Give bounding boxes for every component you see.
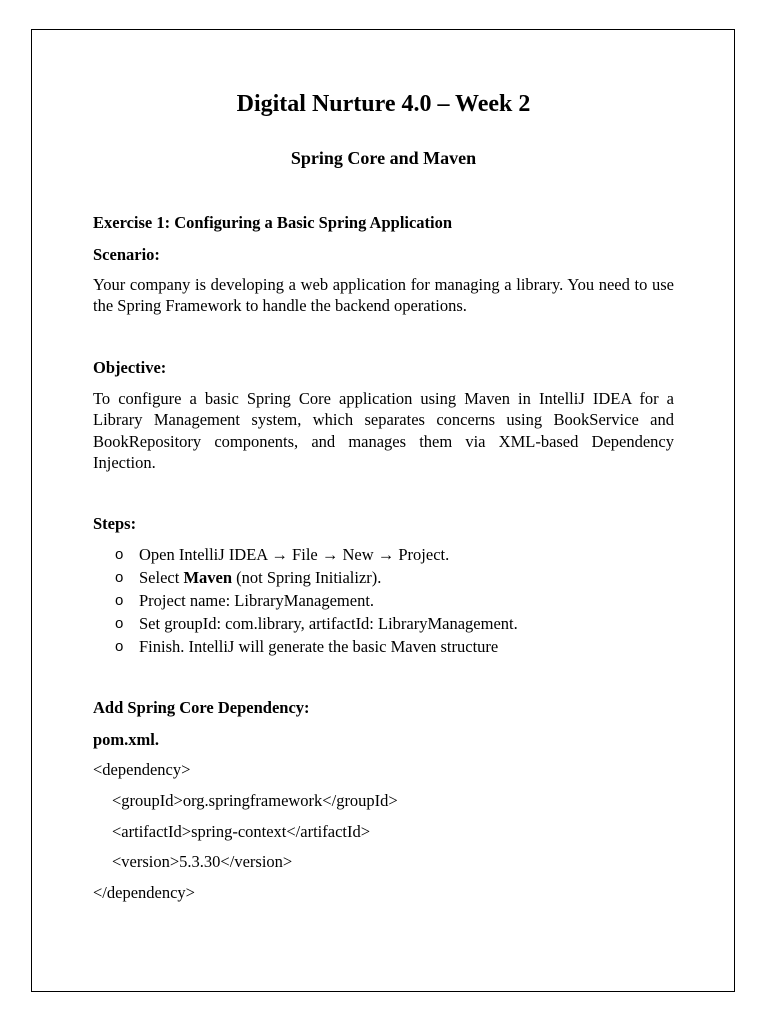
code-line: <version>5.3.30</version> [112, 852, 293, 871]
scenario-label: Scenario: [93, 245, 160, 264]
scenario-text: Your company is developing a web application for managing a library. You need to use the Spring Framework to handle the backend operations. [93, 275, 674, 316]
step-text: Finish. IntelliJ will generate the basic Maven structure [139, 637, 499, 656]
bullet-icon: o [115, 638, 124, 655]
bullet-icon: o [115, 615, 124, 632]
code-line: <dependency> [93, 760, 191, 779]
list-item [93, 635, 518, 658]
document-title: Digital Nurture 4.0 – Week 2 [236, 91, 531, 117]
list-item [93, 566, 518, 589]
list-item [93, 543, 518, 566]
document-subtitle: Spring Core and Maven [290, 148, 477, 168]
step-text: Open IntelliJ IDEA → File → New → Project. [139, 545, 450, 564]
steps-label: Steps: [93, 514, 137, 533]
step-text: Set groupId: com.library, artifactId: LibraryManagement. [139, 614, 518, 633]
step-text-bold: Maven [183, 568, 233, 587]
code-line: </dependency> [93, 883, 195, 902]
bullet-icon: o [115, 546, 124, 563]
objective-text: To configure a basic Spring Core application using Maven in IntelliJ IDEA for a Library Management system, which separates concerns using BookService and BookRepository components, and manages them via XML-based Dependency Injection. [93, 389, 674, 472]
bullet-icon: o [115, 592, 124, 609]
steps-list [93, 543, 518, 658]
pom-file-label: pom.xml. [93, 730, 159, 749]
step-text-prefix: Select [139, 568, 184, 587]
objective-label: Objective: [93, 358, 167, 377]
exercise-heading: Exercise 1: Configuring a Basic Spring Application [93, 213, 453, 232]
step-text: Project name: LibraryManagement. [139, 591, 375, 610]
list-item [93, 612, 518, 635]
page-border [31, 29, 735, 992]
code-line: <artifactId>spring-context</artifactId> [112, 822, 371, 841]
step-text-suffix: (not Spring Initializr). [232, 568, 382, 587]
dependency-heading: Add Spring Core Dependency: [93, 698, 310, 717]
code-line: <groupId>org.springframework</groupId> [112, 791, 398, 810]
list-item [93, 589, 518, 612]
bullet-icon: o [115, 569, 124, 586]
